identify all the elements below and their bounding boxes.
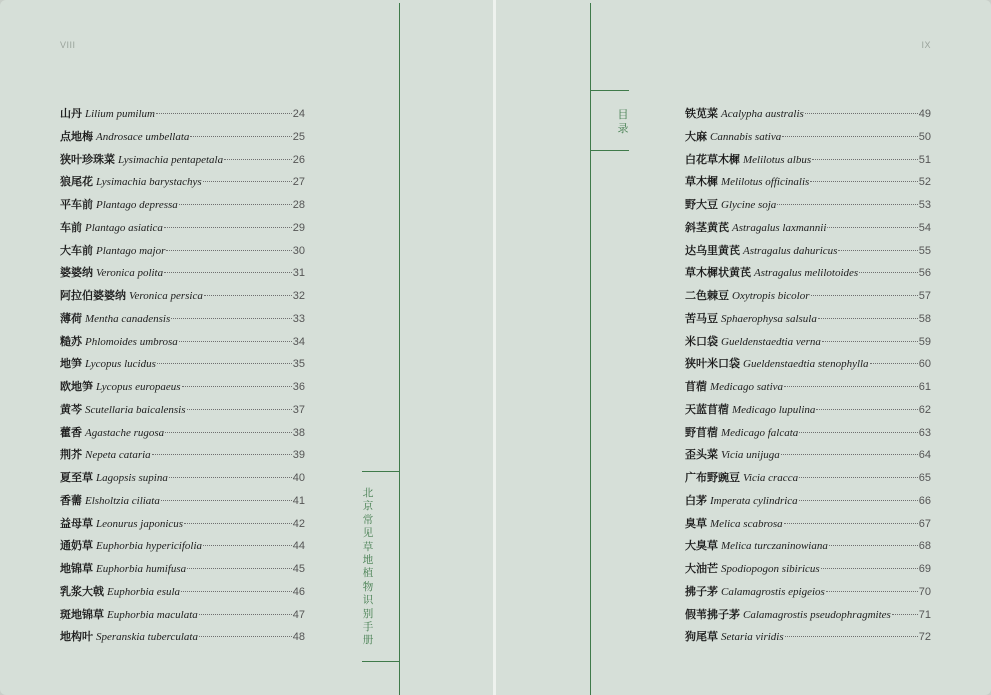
toc-latin-name: Astragalus laxmannii <box>732 221 827 234</box>
toc-leader-dots <box>157 363 292 364</box>
toc-latin-name: Medicago sativa <box>710 381 784 393</box>
toc-page-number: 44 <box>292 540 305 553</box>
toc-chinese-name: 假苇拂子茅 <box>685 607 740 621</box>
toc-latin-name: Sphaerophysa salsula <box>721 312 817 325</box>
toc-latin-name: Melilotus officinalis <box>721 176 810 189</box>
toc-entry[interactable] <box>685 128 931 151</box>
toc-page-number: 53 <box>918 199 931 211</box>
toc-entry[interactable] <box>60 583 305 606</box>
toc-chinese-name: 米口袋 <box>685 334 718 348</box>
toc-entry[interactable] <box>685 378 931 401</box>
toc-entry[interactable] <box>685 583 931 606</box>
toc-page-number: 57 <box>918 290 931 302</box>
toc-page-number: 47 <box>292 608 305 621</box>
title-rule-bottom <box>362 661 400 662</box>
toc-chinese-name: 二色棘豆 <box>685 289 729 302</box>
toc-chinese-name: 乳浆大戟 <box>60 584 104 598</box>
toc-leader-dots <box>784 523 918 524</box>
toc-chinese-name: 大臭草 <box>685 539 718 553</box>
toc-page-number: 39 <box>292 449 305 462</box>
section-rule-top <box>590 90 629 91</box>
toc-leader-dots <box>187 568 292 569</box>
toc-entry[interactable] <box>685 424 931 447</box>
toc-entry[interactable] <box>685 264 931 287</box>
toc-page-number: 68 <box>918 540 931 553</box>
toc-latin-name: Plantago asiatica <box>85 221 163 234</box>
toc-page-number: 36 <box>292 381 305 393</box>
toc-leader-dots <box>152 454 292 455</box>
toc-entry[interactable] <box>60 492 305 515</box>
toc-latin-name: Imperata cylindrica <box>710 494 798 507</box>
toc-leader-dots <box>859 272 918 273</box>
toc-leader-dots <box>156 113 292 114</box>
toc-chinese-name: 狭叶米口袋 <box>685 357 740 371</box>
toc-entry[interactable] <box>685 628 931 651</box>
toc-entry[interactable] <box>60 537 305 560</box>
toc-latin-name: Medicago lupulina <box>732 403 816 416</box>
toc-chinese-name: 通奶草 <box>60 539 93 553</box>
toc-page-number: 31 <box>292 267 305 280</box>
toc-entry[interactable] <box>60 333 305 356</box>
toc-latin-name: Calamagrostis pseudophragmites <box>743 608 891 621</box>
toc-chinese-name: 地笋 <box>60 357 82 371</box>
toc-entry[interactable] <box>60 242 305 265</box>
toc-latin-name: Lilium pumilum <box>85 108 155 120</box>
toc-leader-dots <box>199 636 292 637</box>
toc-page-number: 69 <box>918 563 931 575</box>
toc-page-number: 70 <box>918 585 931 598</box>
toc-latin-name: Lycopus lucidus <box>85 358 156 371</box>
toc-chinese-name: 夏至草 <box>60 471 93 484</box>
toc-page-number: 29 <box>292 221 305 234</box>
toc-page-number: 35 <box>292 358 305 371</box>
toc-chinese-name: 点地梅 <box>60 129 93 143</box>
toc-chinese-name: 达乌里黄芪 <box>685 243 740 257</box>
toc-leader-dots <box>826 591 918 592</box>
toc-chinese-name: 香薷 <box>60 493 82 507</box>
toc-leader-dots <box>782 136 918 137</box>
toc-chinese-name: 阿拉伯婆婆纳 <box>60 289 126 302</box>
toc-entry[interactable] <box>685 287 931 310</box>
toc-leader-dots <box>821 568 918 569</box>
toc-page-number: 40 <box>292 472 305 484</box>
toc-leader-dots <box>784 386 918 387</box>
toc-entry[interactable] <box>685 560 931 583</box>
toc-entry[interactable] <box>60 378 305 401</box>
toc-leader-dots <box>190 136 291 137</box>
toc-latin-name: Medicago falcata <box>721 426 799 439</box>
toc-entry[interactable] <box>60 515 305 538</box>
toc-latin-name: Androsace umbellata <box>96 130 190 143</box>
toc-page-number: 65 <box>918 472 931 484</box>
toc-leader-dots <box>184 523 292 524</box>
toc-chinese-name: 广布野豌豆 <box>685 471 740 484</box>
toc-page-number: 30 <box>292 244 305 257</box>
toc-latin-name: Phlomoides umbrosa <box>85 335 178 348</box>
toc-chinese-name: 地构叶 <box>60 630 93 644</box>
toc-latin-name: Spodiopogon sibiricus <box>721 563 820 575</box>
toc-leader-dots <box>818 318 918 319</box>
toc-chinese-name: 狭叶珍珠菜 <box>60 152 115 166</box>
toc-leader-dots <box>203 181 292 182</box>
toc-entry[interactable] <box>685 355 931 378</box>
toc-chinese-name: 草木樨 <box>685 175 718 189</box>
toc-leader-dots <box>785 636 918 637</box>
toc-entry[interactable] <box>685 242 931 265</box>
toc-entry[interactable] <box>685 219 931 242</box>
toc-latin-name: Leonurus japonicus <box>96 517 184 530</box>
toc-latin-name: Vicia cracca <box>743 472 799 484</box>
toc-page-number: 32 <box>292 290 305 302</box>
toc-entry[interactable] <box>685 333 931 356</box>
toc-entry[interactable] <box>685 606 931 629</box>
section-label-contents: 目录 <box>617 108 629 135</box>
toc-latin-name: Scutellaria baicalensis <box>85 403 186 416</box>
toc-leader-dots <box>799 432 917 433</box>
toc-latin-name: Lysimachia pentapetala <box>118 153 224 166</box>
toc-leader-dots <box>161 500 292 501</box>
toc-leader-dots <box>203 545 292 546</box>
toc-entry[interactable] <box>60 196 305 219</box>
toc-latin-name: Gueldenstaedtia verna <box>721 335 821 348</box>
toc-chinese-name: 欧地笋 <box>60 380 93 393</box>
toc-entry[interactable] <box>60 606 305 629</box>
toc-chinese-name: 天蓝苜蓿 <box>685 402 729 416</box>
toc-page-number: 54 <box>918 221 931 234</box>
toc-page-number: 45 <box>292 563 305 575</box>
toc-entry[interactable] <box>60 560 305 583</box>
toc-chinese-name: 大麻 <box>685 129 707 143</box>
toc-latin-name: Astragalus dahuricus <box>743 244 838 257</box>
toc-chinese-name: 白花草木樨 <box>685 152 740 166</box>
toc-latin-name: Euphorbia humifusa <box>96 563 187 575</box>
toc-page-number: 42 <box>292 517 305 530</box>
margin-rule-left <box>399 3 400 695</box>
toc-leader-dots <box>164 272 292 273</box>
book-title-vertical: 北京常见草地植物识别手册 <box>362 487 374 647</box>
toc-leader-dots <box>171 318 292 319</box>
toc-leader-dots <box>799 477 918 478</box>
toc-chinese-name: 草木樨状黄芪 <box>685 266 751 280</box>
toc-leader-dots <box>810 181 917 182</box>
toc-chinese-name: 苦马豆 <box>685 311 718 325</box>
toc-entry[interactable] <box>685 173 931 196</box>
toc-page-number: 27 <box>292 176 305 189</box>
toc-latin-name: Nepeta cataria <box>85 449 151 462</box>
toc-leader-dots <box>822 341 918 342</box>
toc-leader-dots <box>166 250 291 251</box>
toc-entry[interactable] <box>60 446 305 469</box>
toc-latin-name: Setaria viridis <box>721 631 784 644</box>
toc-leader-dots <box>165 432 292 433</box>
toc-entry[interactable] <box>685 537 931 560</box>
toc-latin-name: Calamagrostis epigeios <box>721 585 825 598</box>
toc-page-number: 25 <box>292 130 305 143</box>
toc-entry[interactable] <box>60 151 305 174</box>
toc-entry[interactable] <box>685 401 931 424</box>
toc-chinese-name: 野苜蓿 <box>685 425 718 439</box>
toc-page-number: 63 <box>918 426 931 439</box>
toc-page-number: 24 <box>292 108 305 120</box>
toc-entry[interactable] <box>60 264 305 287</box>
toc-chinese-name: 荆芥 <box>60 448 82 462</box>
toc-chinese-name: 平车前 <box>60 198 93 211</box>
toc-latin-name: Euphorbia esula <box>107 585 181 598</box>
toc-entry[interactable] <box>60 401 305 424</box>
toc-latin-name: Veronica polita <box>96 267 164 280</box>
toc-page-number: 61 <box>918 381 931 393</box>
toc-list-left <box>60 105 305 651</box>
toc-leader-dots <box>204 295 292 296</box>
toc-chinese-name: 藿香 <box>60 425 82 439</box>
toc-leader-dots <box>169 477 292 478</box>
toc-chinese-name: 斑地锦草 <box>60 607 104 621</box>
toc-page-number: 67 <box>918 517 931 530</box>
toc-chinese-name: 车前 <box>60 220 82 234</box>
toc-page-number: 59 <box>918 335 931 348</box>
toc-entry[interactable] <box>60 287 305 310</box>
toc-page-number: 26 <box>292 153 305 166</box>
toc-entry[interactable] <box>60 355 305 378</box>
toc-latin-name: Speranskia tuberculata <box>96 631 198 644</box>
toc-chinese-name: 臭草 <box>685 516 707 530</box>
toc-latin-name: Euphorbia hypericifolia <box>96 540 203 553</box>
toc-leader-dots <box>179 204 292 205</box>
toc-entry[interactable] <box>685 151 931 174</box>
toc-leader-dots <box>870 363 918 364</box>
toc-page-number: 48 <box>292 631 305 644</box>
toc-latin-name: Acalypha australis <box>721 108 804 120</box>
toc-latin-name: Melilotus albus <box>743 153 812 166</box>
toc-page-number: 55 <box>918 244 931 257</box>
toc-leader-dots <box>179 341 292 342</box>
toc-list-right <box>685 105 931 651</box>
toc-entry[interactable] <box>685 310 931 333</box>
toc-entry[interactable] <box>685 105 931 128</box>
toc-leader-dots <box>827 227 917 228</box>
toc-entry[interactable] <box>685 196 931 219</box>
toc-chinese-name: 薄荷 <box>60 311 82 325</box>
folio-right: IX <box>921 40 931 50</box>
left-page <box>0 0 493 695</box>
folio-left: VIII <box>60 40 76 50</box>
toc-entry[interactable] <box>685 515 931 538</box>
toc-page-number: 58 <box>918 312 931 325</box>
toc-leader-dots <box>781 454 918 455</box>
toc-page-number: 50 <box>918 130 931 143</box>
toc-leader-dots <box>164 227 292 228</box>
toc-leader-dots <box>812 159 918 160</box>
toc-leader-dots <box>199 614 292 615</box>
toc-page-number: 71 <box>918 608 931 621</box>
toc-chinese-name: 狗尾草 <box>685 630 718 644</box>
toc-latin-name: Plantago major <box>96 244 166 257</box>
toc-entry[interactable] <box>685 469 931 492</box>
toc-chinese-name: 大油芒 <box>685 562 718 575</box>
toc-latin-name: Euphorbia maculata <box>107 608 198 621</box>
toc-chinese-name: 拂子茅 <box>685 584 718 598</box>
toc-entry[interactable] <box>60 424 305 447</box>
toc-chinese-name: 黄芩 <box>60 402 82 416</box>
toc-page-number: 60 <box>918 358 931 371</box>
toc-latin-name: Plantago depressa <box>96 199 178 211</box>
toc-entry[interactable] <box>60 628 305 651</box>
toc-chinese-name: 苜蓿 <box>685 380 707 393</box>
toc-entry[interactable] <box>60 469 305 492</box>
toc-page-number: 33 <box>292 312 305 325</box>
toc-latin-name: Vicia unijuga <box>721 449 780 462</box>
toc-leader-dots <box>181 591 292 592</box>
toc-entry[interactable] <box>60 128 305 151</box>
section-rule-bottom <box>590 150 629 151</box>
toc-page-number: 66 <box>918 494 931 507</box>
toc-chinese-name: 益母草 <box>60 516 93 530</box>
toc-page-number: 56 <box>918 267 931 280</box>
toc-latin-name: Astragalus melilotoides <box>754 267 859 280</box>
toc-leader-dots <box>829 545 918 546</box>
toc-page-number: 41 <box>292 494 305 507</box>
toc-entry[interactable] <box>685 446 931 469</box>
toc-page-number: 62 <box>918 403 931 416</box>
toc-leader-dots <box>224 159 292 160</box>
toc-latin-name: Gueldenstaedtia stenophylla <box>743 358 869 371</box>
toc-chinese-name: 铁苋菜 <box>685 107 718 120</box>
toc-leader-dots <box>805 113 918 114</box>
toc-leader-dots <box>838 250 917 251</box>
toc-entry[interactable] <box>60 105 305 128</box>
toc-chinese-name: 婆婆纳 <box>60 266 93 280</box>
toc-latin-name: Veronica persica <box>129 290 203 302</box>
toc-leader-dots <box>816 409 917 410</box>
toc-page-number: 52 <box>918 176 931 189</box>
toc-latin-name: Cannabis sativa <box>710 130 782 143</box>
toc-page-number: 34 <box>292 335 305 348</box>
toc-leader-dots <box>777 204 917 205</box>
toc-leader-dots <box>892 614 918 615</box>
toc-entry[interactable] <box>60 173 305 196</box>
toc-page-number: 49 <box>918 108 931 120</box>
title-rule-top <box>362 471 400 472</box>
toc-page-number: 38 <box>292 426 305 439</box>
toc-chinese-name: 山丹 <box>60 107 82 120</box>
toc-latin-name: Lagopsis supina <box>96 472 168 484</box>
toc-latin-name: Agastache rugosa <box>85 426 165 439</box>
toc-leader-dots <box>182 386 292 387</box>
toc-page-number: 46 <box>292 585 305 598</box>
toc-latin-name: Melica turczaninowiana <box>721 540 828 553</box>
margin-rule-right <box>590 3 591 695</box>
toc-chinese-name: 大车前 <box>60 243 93 257</box>
toc-entry[interactable] <box>685 492 931 515</box>
toc-leader-dots <box>799 500 918 501</box>
toc-latin-name: Oxytropis bicolor <box>732 290 810 302</box>
toc-latin-name: Lysimachia barystachys <box>96 176 202 189</box>
toc-page-number: 72 <box>918 631 931 644</box>
toc-chinese-name: 白茅 <box>685 493 707 507</box>
toc-chinese-name: 狼尾花 <box>60 175 93 189</box>
toc-latin-name: Elsholtzia ciliata <box>85 494 160 507</box>
toc-entry[interactable] <box>60 219 305 242</box>
toc-chinese-name: 歪头菜 <box>685 448 718 462</box>
toc-chinese-name: 斜茎黄芪 <box>685 220 729 234</box>
toc-chinese-name: 野大豆 <box>685 198 718 211</box>
toc-chinese-name: 糙苏 <box>60 334 82 348</box>
toc-leader-dots <box>811 295 918 296</box>
toc-latin-name: Melica scabrosa <box>710 517 783 530</box>
toc-leader-dots <box>187 409 292 410</box>
toc-latin-name: Glycine soja <box>721 199 777 211</box>
toc-latin-name: Mentha canadensis <box>85 312 171 325</box>
toc-page-number: 28 <box>292 199 305 211</box>
toc-page-number: 37 <box>292 403 305 416</box>
toc-entry[interactable] <box>60 310 305 333</box>
toc-latin-name: Lycopus europaeus <box>96 381 181 393</box>
toc-chinese-name: 地锦草 <box>60 562 93 575</box>
toc-page-number: 51 <box>918 153 931 166</box>
toc-page-number: 64 <box>918 449 931 462</box>
